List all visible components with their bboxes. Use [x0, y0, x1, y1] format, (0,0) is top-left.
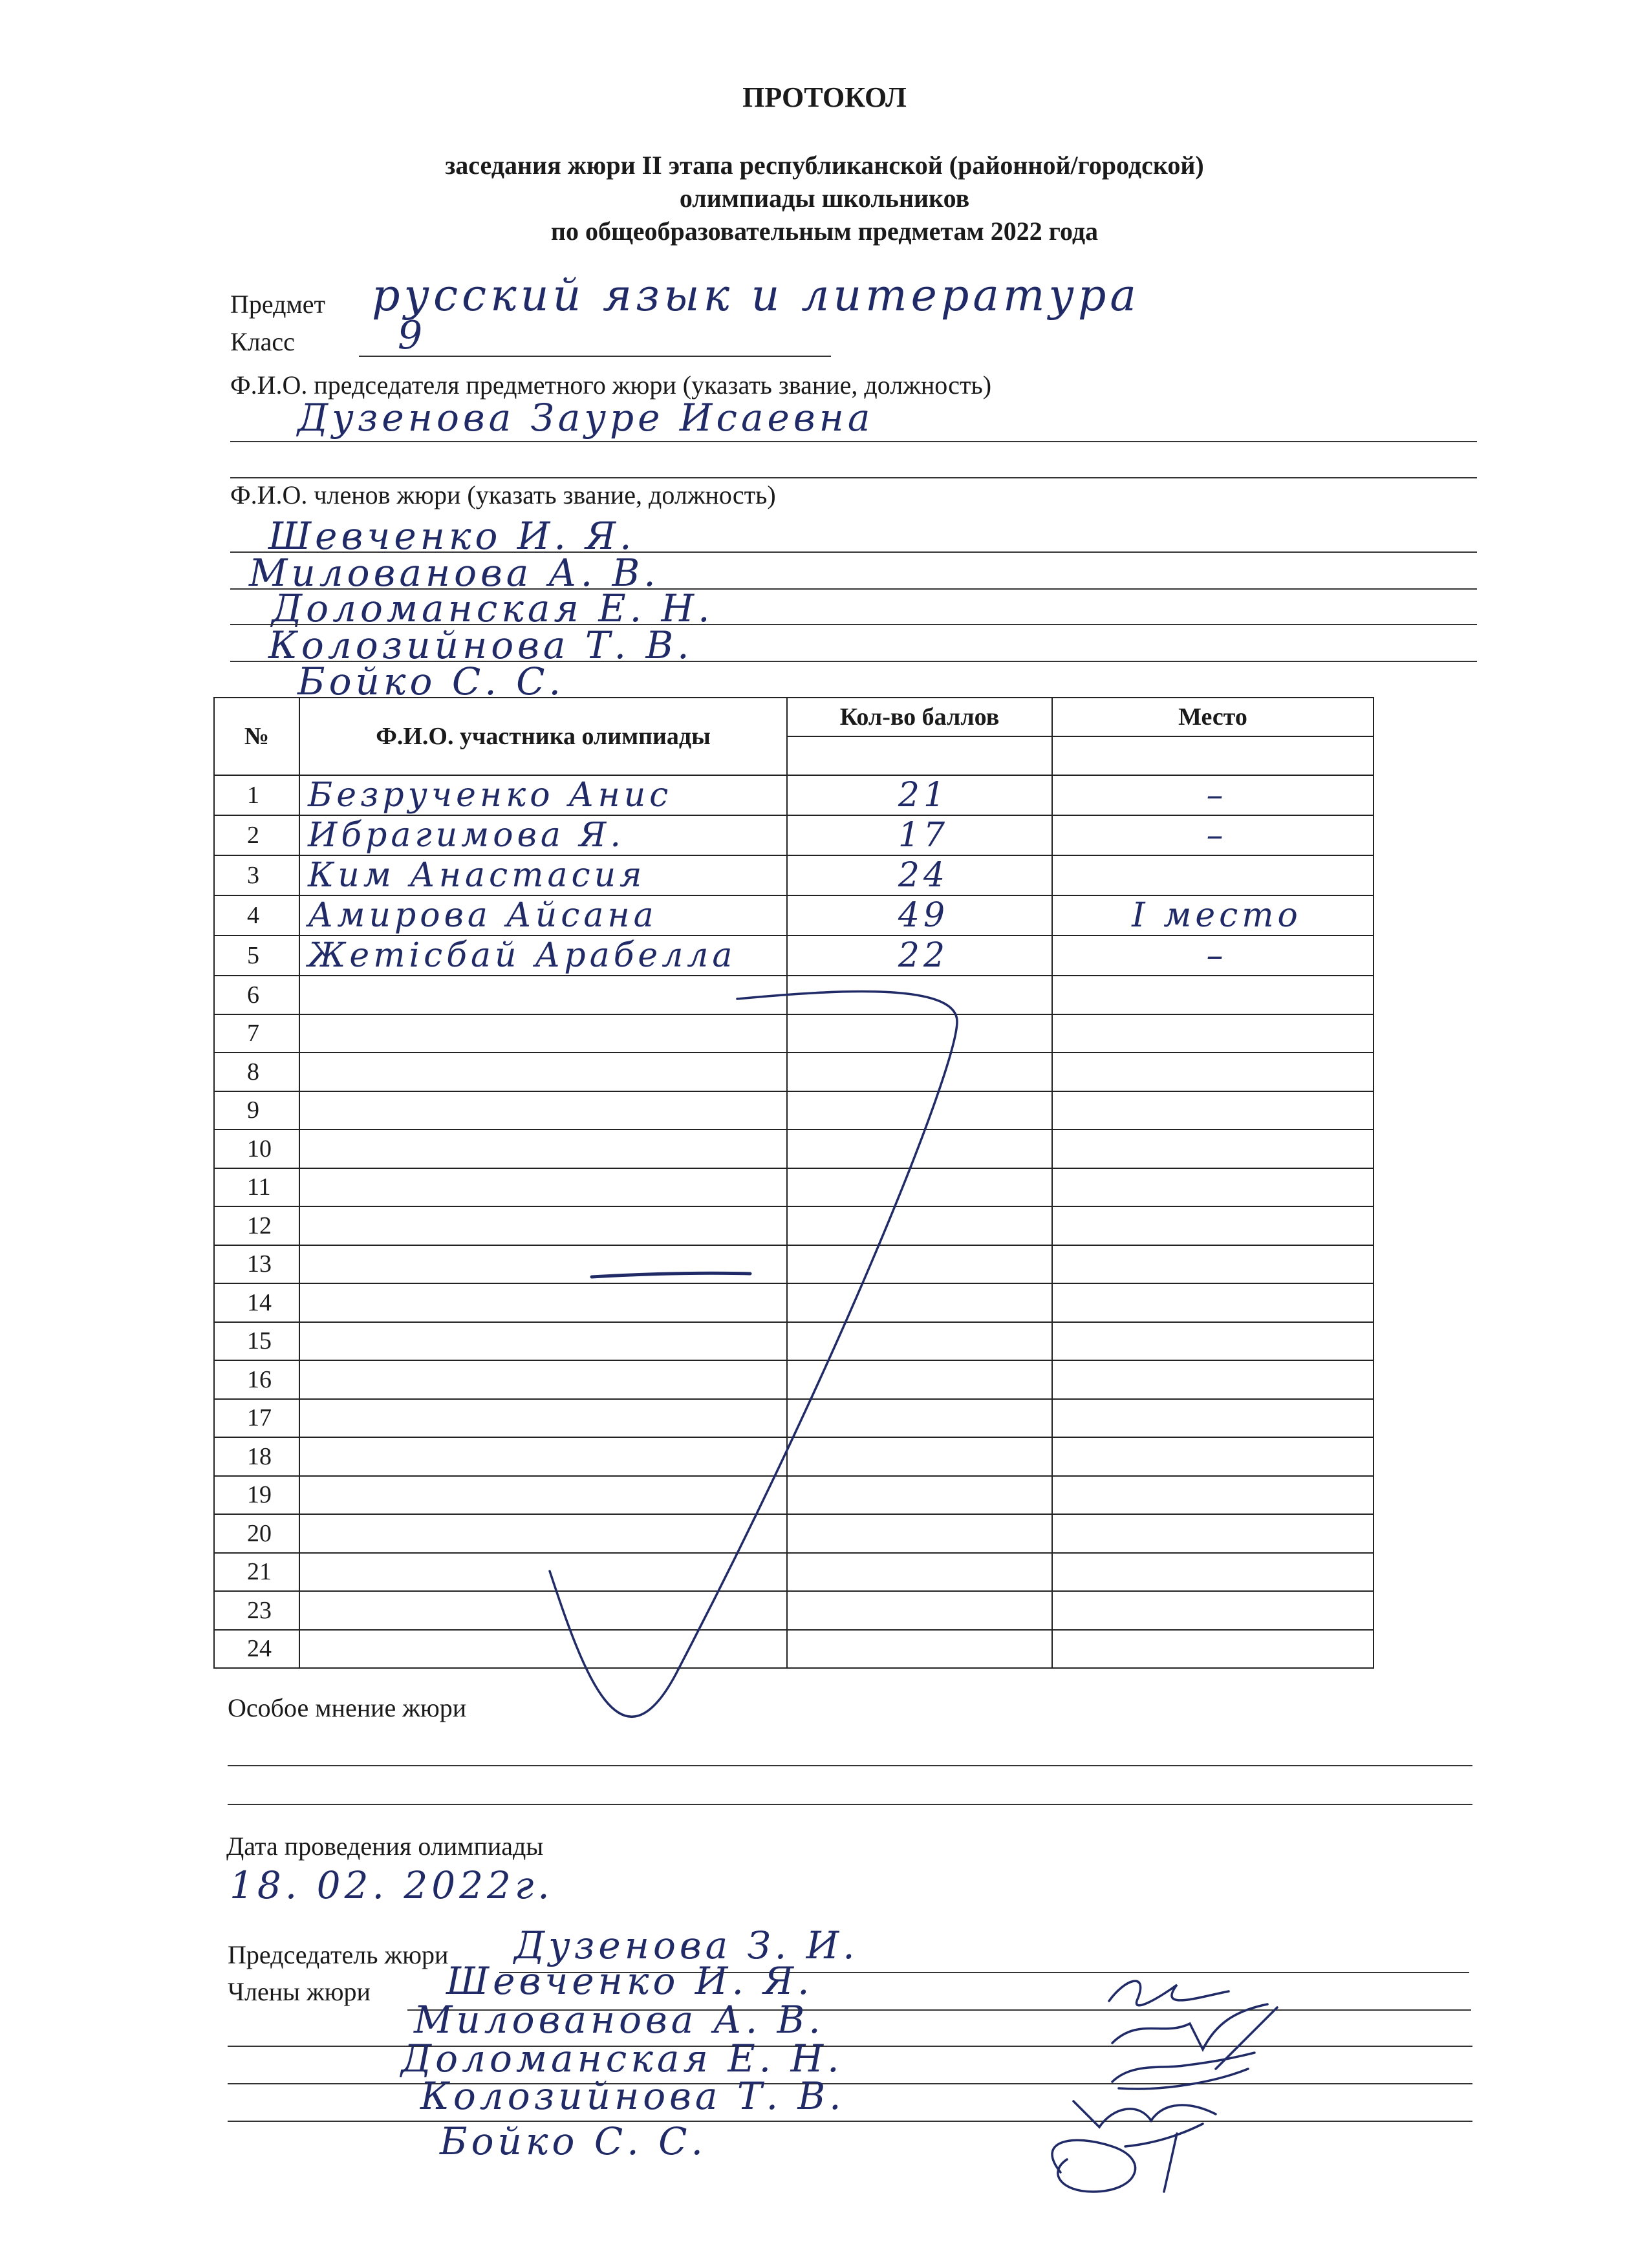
row-number: 19 — [214, 1476, 299, 1515]
row-number: 3 — [214, 855, 299, 895]
members-sign-4: Колозийнова Т. В. — [420, 2074, 845, 2118]
signature-1 — [1109, 1981, 1229, 2006]
place-cell: – — [1052, 775, 1374, 815]
place-cell: – — [1052, 936, 1374, 976]
subject-label: Предмет — [230, 290, 326, 319]
signature-5 — [1052, 2124, 1203, 2192]
row-number: 12 — [214, 1206, 299, 1245]
score-cell: 24 — [787, 855, 1052, 895]
members-sign-3: Доломанская Е. Н. — [401, 2037, 843, 2081]
row-number: 20 — [214, 1514, 299, 1553]
col-header-num: № — [214, 698, 299, 775]
row-number: 1 — [214, 775, 299, 815]
score-cell: 22 — [787, 936, 1052, 976]
score-cell: 21 — [787, 775, 1052, 815]
class-value: 9 — [398, 313, 427, 358]
date-value: 18. 02. 2022г. — [230, 1863, 554, 1907]
col-header-score: Кол-во баллов — [787, 698, 1052, 736]
subtitle-line-3: по общеобразовательным предметам 2022 года — [550, 217, 1099, 246]
class-label: Класс — [230, 327, 295, 356]
row-number: 16 — [214, 1360, 299, 1399]
chair-sign-label: Председатель жюри — [228, 1940, 449, 1969]
row-number: 5 — [214, 936, 299, 976]
row-number: 21 — [214, 1553, 299, 1592]
chair-sign-value: Дузенова З. И. — [514, 1923, 859, 1967]
members-sign-label: Члены жюри — [228, 1977, 371, 2006]
score-cell: 17 — [787, 815, 1052, 855]
participant-name: Амирова Айсана — [299, 895, 787, 936]
row-number: 11 — [214, 1168, 299, 1207]
col-header-name: Ф.И.О. участника олимпиады — [299, 698, 787, 775]
members-sign-1: Шевченко И. Я. — [446, 1959, 814, 2003]
row-number: 17 — [214, 1399, 299, 1438]
members-sign-5: Бойко С. С. — [440, 2119, 707, 2163]
row-number: 13 — [214, 1245, 299, 1284]
signature-2 — [1112, 2004, 1277, 2069]
participant-name: Жетісбай Арабелла — [299, 936, 787, 976]
member-2: Милованова А. В. — [249, 551, 660, 595]
subtitle-line-2: олимпиады школьников — [679, 184, 970, 213]
row-number: 14 — [214, 1283, 299, 1322]
members-sign-2: Милованова А. В. — [414, 1998, 824, 2042]
row-number: 8 — [214, 1053, 299, 1091]
place-cell: – — [1052, 815, 1374, 855]
participant-name: Ибрагимова Я. — [299, 815, 787, 855]
score-cell: 49 — [787, 895, 1052, 936]
row-number: 23 — [214, 1591, 299, 1630]
row-number: 10 — [214, 1129, 299, 1168]
member-1: Шевченко И. Я. — [268, 514, 636, 558]
subtitle-line-1: заседания жюри II этапа республиканской (районной/городской) — [445, 151, 1204, 180]
col-header-place: Место — [1052, 698, 1374, 736]
row-number: 6 — [214, 976, 299, 1014]
place-cell: I место — [1052, 895, 1374, 936]
row-number: 18 — [214, 1437, 299, 1476]
row-number: 24 — [214, 1630, 299, 1669]
members-label: Ф.И.О. членов жюри (указать звание, должность) — [230, 480, 776, 509]
signature-3 — [1112, 2053, 1255, 2089]
date-label: Дата проведения олимпиады — [226, 1832, 544, 1861]
signature-4 — [1073, 2101, 1216, 2127]
chair-value: Дузенова Зауре Исаевна — [297, 396, 874, 440]
participant-name: Безрученко Анис — [299, 775, 787, 815]
opinion-label: Особое мнение жюри — [228, 1693, 467, 1722]
row-number: 9 — [214, 1091, 299, 1130]
page-title: ПРОТОКОЛ — [742, 81, 907, 113]
subject-value: русский язык и литература — [372, 270, 1140, 321]
row-number: 7 — [214, 1014, 299, 1053]
member-3: Доломанская Е. Н. — [272, 586, 714, 630]
row-number: 15 — [214, 1322, 299, 1361]
member-4: Колозийнова Т. В. — [268, 623, 693, 667]
participant-name: Ким Анастасия — [299, 855, 787, 895]
chair-label: Ф.И.О. председателя предметного жюри (указать звание, должность) — [230, 370, 992, 400]
row-number: 2 — [214, 815, 299, 855]
member-5: Бойко С. С. — [297, 659, 565, 703]
row-number: 4 — [214, 895, 299, 936]
